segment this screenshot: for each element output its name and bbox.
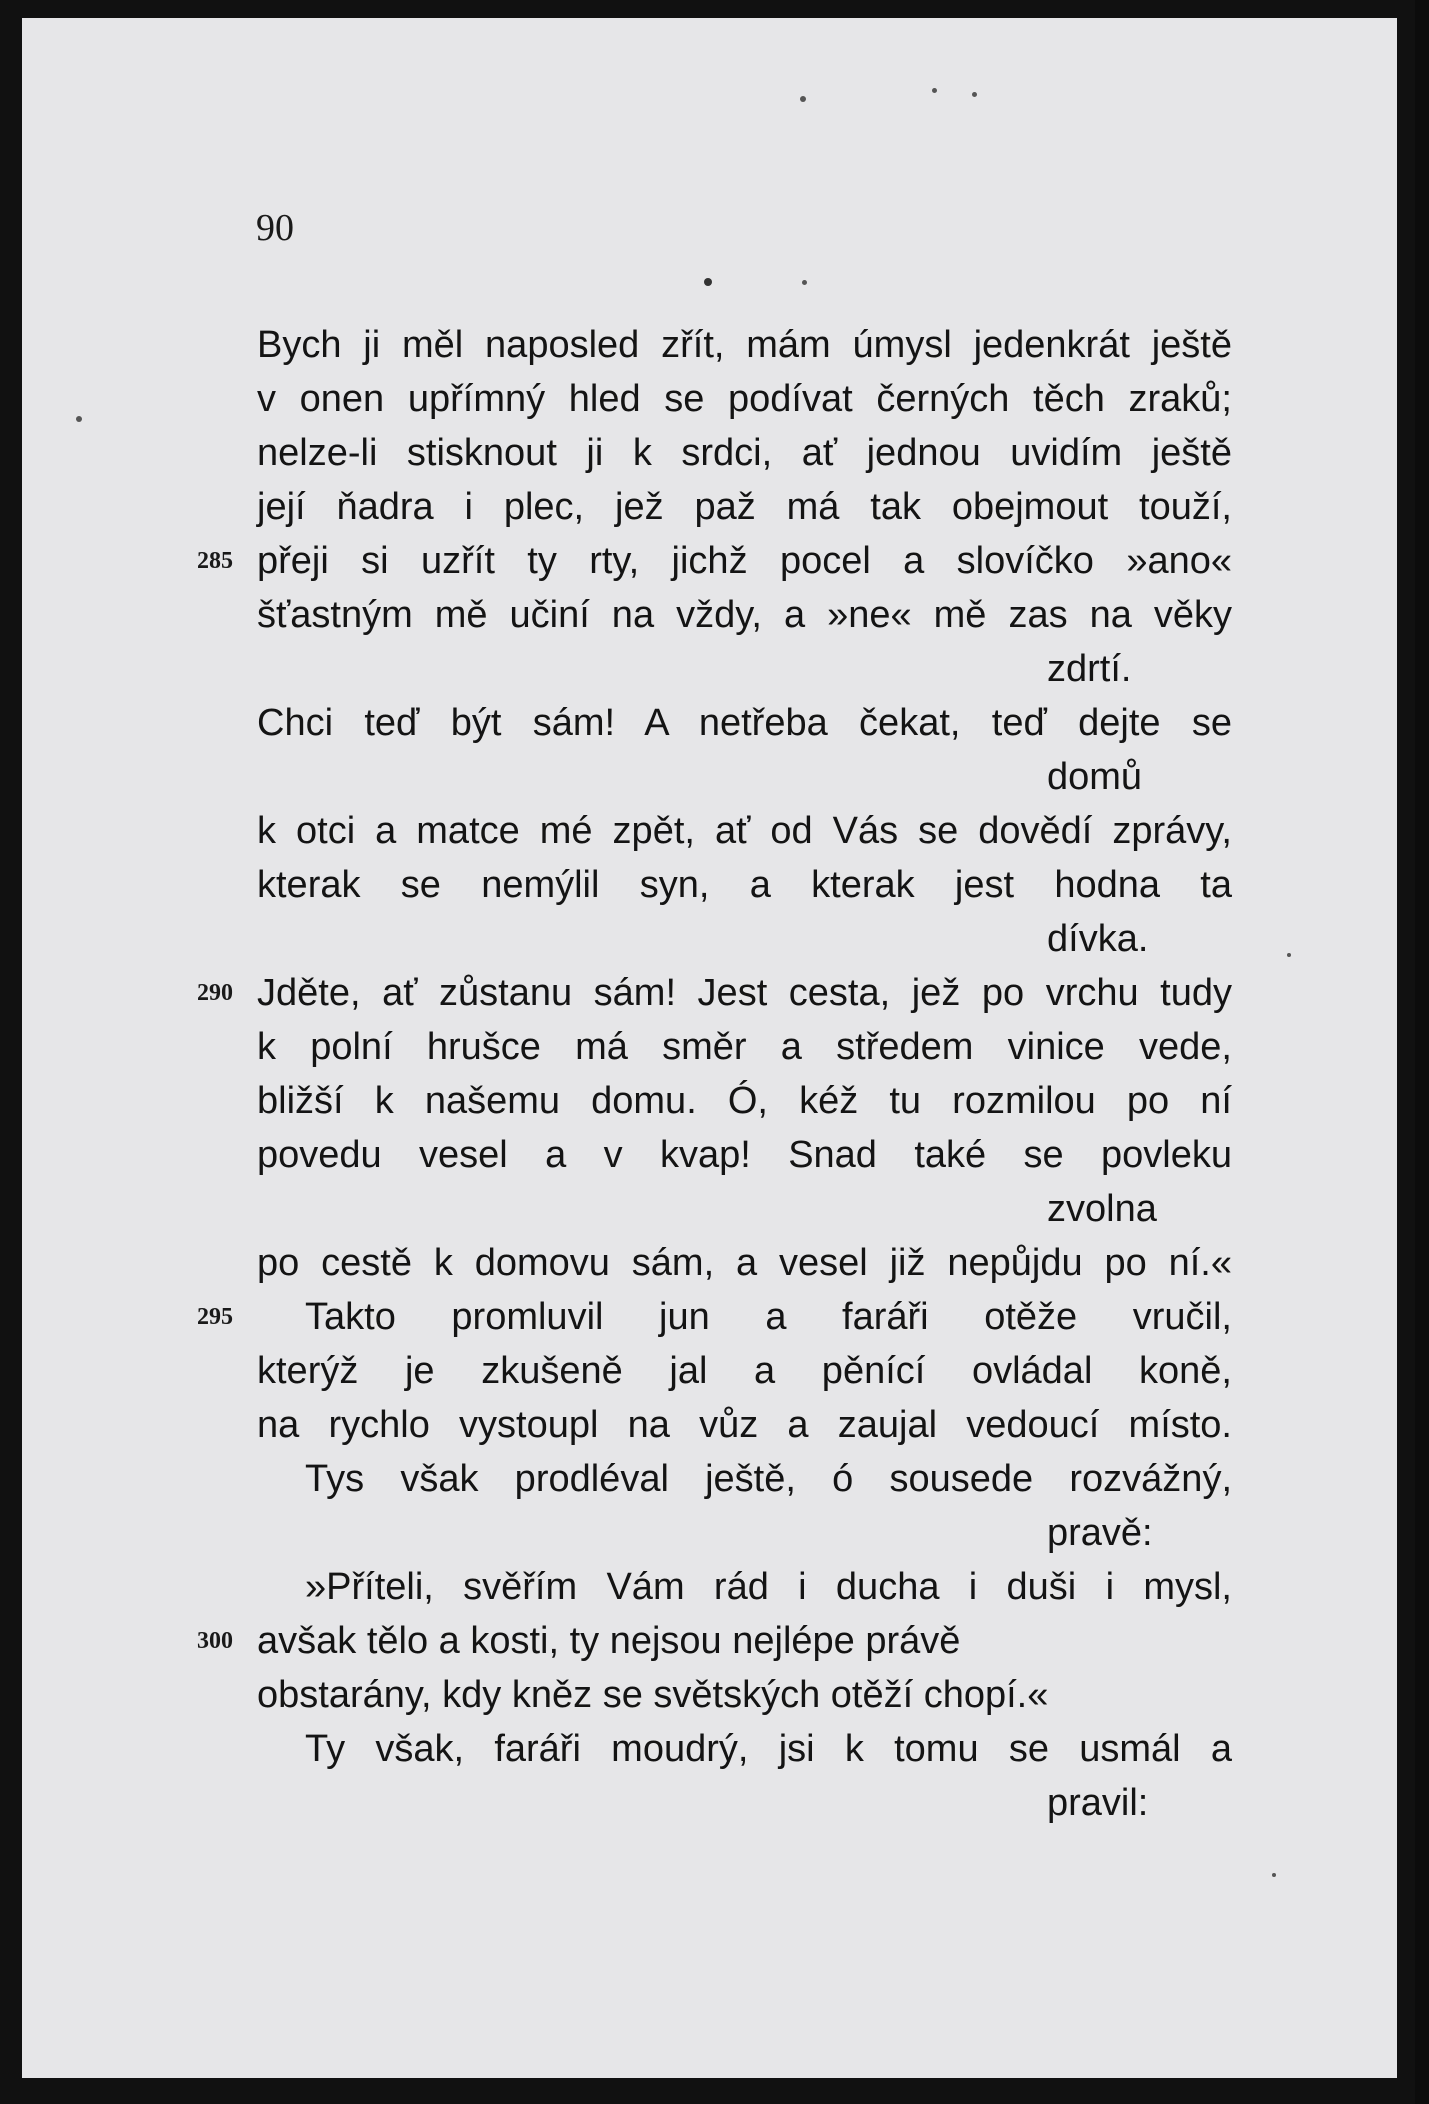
verse-line: kterak se nemýlil syn, a kterak jest hodna ta <box>257 864 1232 906</box>
verse-line: na rychlo vystoupl na vůz a zaujal vedoucí místo. <box>257 1404 1232 1446</box>
verse-line: v onen upřímný hled se podívat černých těch zraků; <box>257 378 1232 420</box>
verse-overflow: pravil: <box>1047 1782 1149 1824</box>
paper-speck <box>932 88 937 93</box>
line-number: 285 <box>197 548 233 574</box>
verse-line: 300 avšak tělo a kosti, ty nejsou nejlépe právě <box>257 1614 1257 1668</box>
verse-line: Chci teď být sám! A netřeba čekat, teď dejte se <box>257 702 1232 744</box>
verse-overflow: dívka. <box>1047 918 1149 960</box>
verse-line: po cestě k domovu sám, a vesel již nepůjdu po ní.« <box>257 1242 1232 1284</box>
verse-line: šťastným mě učiní na vždy, a »ne« mě zas na věky <box>257 594 1232 636</box>
paper-speck <box>972 92 977 97</box>
verse-line: Bych ji měl naposled zřít, mám úmysl jedenkrát ještě <box>257 324 1232 366</box>
verse-line: bližší k našemu domu. Ó, kéž tu rozmilou po ní <box>257 1080 1232 1122</box>
verse-line: 295 Takto promluvil jun a faráři otěže vručil, <box>257 1290 1257 1344</box>
paper-speck <box>1272 1873 1276 1877</box>
verse-line: obstarány, kdy kněz se světských otěží chopí.« <box>257 1674 1049 1716</box>
verse-line: 290 Jděte, ať zůstanu sám! Jest cesta, jež po vrchu tudy <box>257 966 1257 1020</box>
verse-line: její ňadra i plec, jež paž má tak obejmout touží, <box>257 486 1232 528</box>
line-number: 300 <box>197 1628 233 1654</box>
verse-line: nelze-li stisknout ji k srdci, ať jednou uvidím ještě <box>257 432 1232 474</box>
verse-line: k otci a matce mé zpět, ať od Vás se dovědí zprávy, <box>257 810 1232 852</box>
verse-line: povedu vesel a v kvap! Snad také se povleku <box>257 1134 1232 1176</box>
line-number: 295 <box>197 1304 233 1330</box>
paper-speck <box>800 96 806 102</box>
paper-speck <box>704 278 712 286</box>
verse-line: 285 přeji si uzřít ty rty, jichž pocel a slovíčko »ano« <box>257 534 1257 588</box>
page-number: 90 <box>256 207 294 249</box>
paper-speck <box>802 280 807 285</box>
verse-overflow: pravě: <box>1047 1512 1153 1554</box>
book-page <box>22 18 1397 2078</box>
verse-line: »Příteli, svěřím Vám rád i ducha i duši i mysl, <box>305 1566 1232 1608</box>
verse-text <box>197 318 1257 1830</box>
verse-overflow: zvolna <box>1047 1188 1157 1230</box>
verse-line: kterýž je zkušeně jal a pěnící ovládal koně, <box>257 1350 1232 1392</box>
verse-line: Ty však, faráři moudrý, jsi k tomu se usmál a <box>305 1728 1232 1770</box>
paper-speck <box>76 416 82 422</box>
verse-line: Tys však prodléval ještě, ó sousede rozvážný, <box>305 1458 1232 1500</box>
page-edge <box>1415 0 1429 2104</box>
verse-overflow: domů <box>1047 756 1143 798</box>
line-number: 290 <box>197 980 233 1006</box>
verse-line: k polní hrušce má směr a středem vinice vede, <box>257 1026 1232 1068</box>
verse-overflow: zdrtí. <box>1047 648 1132 690</box>
paper-speck <box>1287 953 1291 957</box>
